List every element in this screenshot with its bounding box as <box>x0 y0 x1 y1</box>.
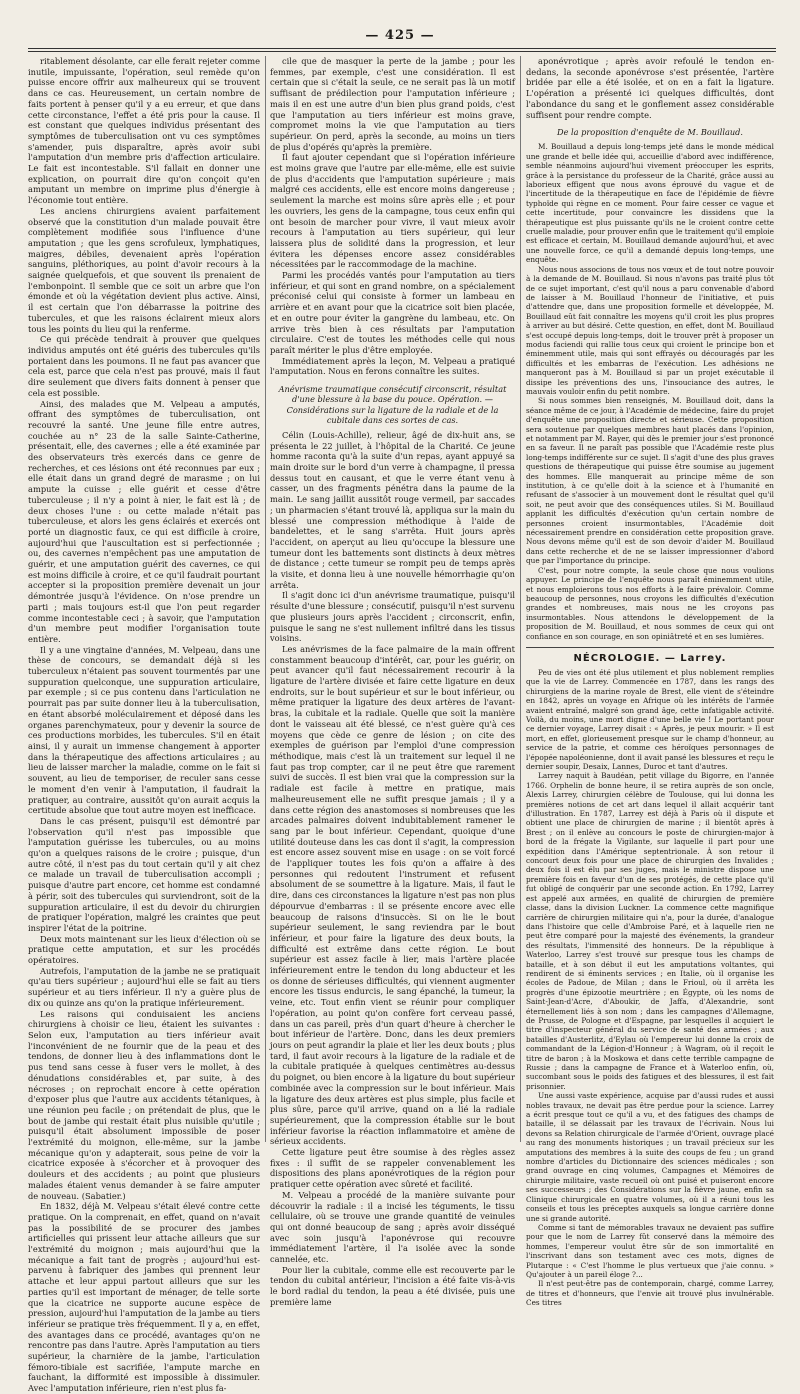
column-right <box>526 56 774 1308</box>
paragraph: Les anévrismes de la face palmaire de la main offrent constamment beaucoup d'intérêt, car, pour les guérir, on peut avancer qu'il faut nécessairement recourir à la ligature de l'artère divisée et faire cette ligature en deux endroits, sur le bout supérieur et sur le bout inférieur, ou même pratiquer la ligature des deux artères de l'avant-bras, la cubitale et la radiale. Quelle que soit la manière dont le vaisseau ait été blessé, ce n'est guère qu'à ces moyens que cède ce genre de lésion ; on cite des exemples de guérison par l'emploi d'une compression méthodique, mais c'est là un traitement sur lequel il ne faut pas trop compter, car il ne peut être que rarement suivi de succès. Il est bien vrai que la compression sur la radiale est facile à mettre en pratique, mais malheureusement elle ne suffit presque jamais ; il y a dans cette région des anastomoses si nombreuses que les arcades palmaires doivent indubitablement ramener le sang par le bout inférieur. Cependant, quoique d'une utilité douteuse dans les cas dont il s'agit, la compression est encore assez souvent mise en usage : on se voit forcé de l'appliquer toutes les fois qu'on a affaire à des personnes qui redoutent l'instrument et refusent absolument de se soumettre à la ligature. Mais, il faut le dire, dans ces circonstances la ligature n'est pas non plus dépourvue d'embarras : il se présente encore avec elle beaucoup de raisons d'insuccès. Si on lie le bout supérieur seulement, le sang reviendra par le bout inférieur, et pour faire la ligature des deux bouts, la difficulté est extrême dans cette région. Le bout supérieur est assez facile à lier, mais l'artère placée inférieurement entre le tendon du long abducteur et les os donne de sérieuses difficultés, qui viennent augmenter encore les tissus endurcis, le sang épanché, la tumeur, la veine, etc. Tout enfin vient se réunir pour compliquer l'opération, au point qu'on confère fort cerveau passé, dans un cas pareil, près d'un quart d'heure à chercher le bout inférieur de l'artère. Donc, dans les deux premiers jours on peut agrandir la plaie et lier les deux bouts ; plus tard, il faut avoir recours à la ligature de la radiale et de la cubitale pratiquée à quelques centimètres au-dessus du poignet, ou bien encore à la ligature du bout supérieur combinée avec la compression sur le bout inférieur. Mais la ligature des deux artères est plus simple, plus facile et plus sûre, parce qu'il arrive, quand on a lié la radiale supérieurement, que la compression établie sur le bout inférieur favorise la réaction inflammatoire et amène de sérieux accidents. <box>270 643 515 1147</box>
paragraph: cile que de masquer la perte de la jambe ; pour les femmes, par exemple, c'est une considération. Il est certain que si c'était la seule, ce ne serait pas là un motif suffisant de prédilection pour l'amputation inférieure ; mais il en est une autre d'un bien plus grand poids, c'est que l'amputation au tiers inférieur est moins grave, compromet moins la vie que l'amputation au tiers supérieur. On perd, après la seconde, au moins un tiers de plus d'opérés qu'après la première. <box>270 56 515 152</box>
paragraph: ritablement désolante, car elle ferait rejeter comme inutile, impuissante, l'opération, seul remède qu'on puisse encore offrir aux malheureux qui se trouvent dans ce cas. Heureusement, un certain nombre de faits portent à penser qu'il y a eu erreur, et que dans cette circonstance, l'effet a été pris pour la cause. Il est constant que quelques individus présentant des symptômes de tuberculisation ont vu ces symptômes s'amender, puis disparaître, après avoir subi l'amputation d'un membre pris d'affection articulaire. Le fait est incontestable. S'il fallait en donner une explication, on pourrait dire qu'on conçoit qu'en amputant un membre on imprime plus d'énergie à l'économie tout entière. <box>28 56 260 206</box>
article-title: Anévrisme traumatique consécutif circonscrit, résultat d'une blessure à la base du pouce. Opération. — Considérations sur la ligature de la radiale et de la cubitale dans ces sortes de cas. <box>278 384 507 425</box>
paragraph: M. Velpeau a procédé de la manière suivante pour découvrir la radiale : il a incisé les téguments, le tissu cellulaire, où se trouve une grande quantité de veinules qui ont donné beaucoup de sang ; après avoir disséqué avec soin jusqu'à l'aponévrose qui recouvre immédiatement l'artère, il l'a isolée avec la sonde cannelée, etc. <box>270 1189 515 1265</box>
paragraph: Cette ligature peut être soumise à des règles assez fixes : il suffit de se rappeler convenablement les dispositions des plans aponévrotiques de la région pour pratiquer cette opération avec sûreté et facilité. <box>270 1147 515 1190</box>
paragraph: M. Bouillaud a depuis long-temps jeté dans le monde médical une grande et belle idée qui, accueillie d'abord avec indifférence, semble néanmoins aujourd'hui vivement préoccuper les esprits, grâce à la persistance du professeur de la Charité, grâce aussi au laborieux effigent que nous avons éprouvé du vague et de l'incertitude de la thérapeutique en face de l'épidémie de fièvre typhoïde qui règne en ce moment. Pour faire cesser ce vague et cette incertitude, pour convaincre les dissidens que la thérapeutique est plus puissante qu'ils ne le croient contre cette cruelle maladie, pour prouver enfin que le traitement qu'il emploie est efficace et certain, M. Bouillaud demande aujourd'hui, et avec une nouvelle force, ce qu'il a demandé depuis long-temps, une enquête. <box>526 142 774 265</box>
paragraph: Nous nous associons de tous nos vœux et de tout notre pouvoir à la demande de M. Bouillaud. Si nous n'avons pas traité plus tôt de ce sujet important, c'est qu'il nous a paru convenable d'abord de laisser à M. Bouillaud l'honneur de l'initiative, et puis d'attendre que, dans une proposition formelle et développée, M. Bouillaud eût fait connaître les moyens qu'il croit les plus propres à arriver au but désiré. Cette question, en effet, dont M. Bouillaud s'est occupé depuis long-temps, doit le trouver prêt à proposer un modus faciendi qui rallie tous ceux qui croient le principe bon et éminemment utile, mais qui sont effrayés ou découragés par les difficultés et les embarras de l'exécution. Les adhésions ne manqueront pas à M. Bouillaud si par un projet exécutable il dissipe les préventions des uns, l'insouciance des autres, le mauvais vouloir enfin du petit nombre. <box>526 264 774 396</box>
paragraph: Il n'est peut-être pas de contemporain, chargé, comme Larrey, de titres et d'honneurs, que l'envie ait trouvé plus invulnérable. Ces titres <box>526 1279 774 1308</box>
paragraph: Pour lier la cubitale, comme elle est recouverte par le tendon du cubital antérieur, l'incision a été faite vis-à-vis le bord radial du tendon, la peau a été divisée, puis une première lame <box>270 1264 515 1307</box>
paragraph: Il s'agit donc ici d'un anévrisme traumatique, puisqu'il résulte d'une blessure ; consécutif, puisqu'il n'est survenu que plusieurs jours après l'accident ; circonscrit, enfin, puisque le sang ne s'est nullement infiltré dans les tissus voisins. <box>270 590 515 644</box>
paragraph: aponévrotique ; après avoir refoulé le tendon en-dedans, la seconde aponévrose s'est présentée, l'artère bridée par elle a été isolée, et on en a fait la ligature. L'opération a présenté ici quelques difficultés, dont l'abondance du sang et le gonflement assez considérable suffisent pour rendre compte. <box>526 56 774 120</box>
paragraph: Larrey naquit à Baudéan, petit village du Bigorre, en l'année 1766. Orphelin de bonne heure, il se retira auprès de son oncle, Alexis Larrey, chirurgien célèbre de Toulouse, qui lui donna les premières notions de cet art dans lequel il allait acquérir tant d'illustration. En 1787, Larrey est déjà à Paris où il dispute et obtient une place de chirurgien de marine ; il bientôt après à Brest ; on il enlève au concours le poste de chirurgien-major à bord de la frégate la Vigilante, sur laquelle il part pour une expédition dans l'Amérique septentrionale. À son retour il concourt deux fois pour une place de chirurgien des Invalides ; deux fois il est élu par ses juges, mais le ministre dispose une première fois en faveur d'un de ses protégés, de cette place qu'il fut obligé de conquérir par une seconde action. En 1792, Larrey est appelé aux armées, en qualité de chirurgien de première classe, dans la division Luckner. La commence cette magnifique carrière de chirurgien militaire qui n'a, pour la durée, d'analogue dans l'histoire que celle d'Ambroise Paré, et à laquelle rien ne peut être comparé pour la majesté des événements, la grandeur des résultats, l'immensité des honneurs. De la république à Waterloo, Larrey s'est trouvé sur presque tous les champs de bataille, et à son début il eut les amputations voltantes, qui rendirent de si éminents services ; en Italie, où il organise les écoles de Padoue, de Milan ; dans le Frioul, où il arrêta les progrès d'une épizootie meurtrière ; en Égypte, où les noms de Saint-Jean-d'Acre, d'Aboukir, de Jaffa, d'Alexandrie, sont éternellement liés à son nom ; dans les campagnes d'Allemagne, de Prusse, de Pologne et d'Espagne, par lesquelles il acquiert le titre d'inspecteur général du service de santé des armées ; aux batailles d'Austerlitz, d'Eylau où l'empereur lui donne la croix de commandant de la Légion-d'Honneur ; à Wagram, où il reçoit le titre de baron ; à la Moskowa et dans cette terrible campagne de Russie ; dans la campagne de France et à Waterloo enfin, où, succombant sous le poids des fatigues et des blessures, il est fait prisonnier. <box>526 771 774 1091</box>
column-left <box>28 56 260 1394</box>
paragraph: Autrefois, l'amputation de la jambe ne se pratiquait qu'au tiers supérieur ; aujourd'hui elle se fait au tiers supérieur et au tiers inférieur. Il n'y a guère plus de dix ou quinze ans qu'on la pratique inférieurement. <box>28 965 260 1008</box>
paragraph: Il y a une vingtaine d'années, M. Velpeau, dans une thèse de concours, se demandait déjà si les tuberculeux n'étaient pas souvent tourmentés par une suppuration quelconque, une suppuration articulaire, par exemple ; si ce pus contenu dans l'articulation ne pourrait pas par suite donner lieu à la tuberculisation, en étant absorbé moléculairement et déposé dans les organes parenchymateux, pour y devenir la source de ces productions morbides, les tubercules. S'il en était ainsi, il y aurait un immense changement à apporter dans la thérapeutique des affections articulaires ; au lieu de laisser marcher la maladie, comme on le fait si souvent, au lieu de temporiser, de reculer sans cesse le moment d'en venir à l'amputation, il faudrait la pratiquer, au contraire, aussitôt qu'on aurait acquis la certitude absolue que tout autre moyen est inefficace. <box>28 644 260 816</box>
paragraph: Parmi les procédés vantés pour l'amputation au tiers inférieur, et qui sont en grand nombre, on a spécialement préconisé celui qui consiste à former un lambeau en arrière et en avant pour que la cicatrice soit bien placée, et en outre pour éviter la gangrène du lambeau, etc. On arrive très bien à ces résultats par l'amputation circulaire. C'est de toutes les méthodes celle qui nous paraît mériter le plus d'être employée. <box>270 270 515 355</box>
paragraph: Ce qui précède tendrait à prouver que quelques individus amputés ont été guéris des tubercules qu'ils portaient dans les poumons. Il ne faut pas avancer que cela est, parce que cela n'est pas prouvé, mais il faut dire seulement que divers faits donnent à penser que cela est possible. <box>28 334 260 398</box>
header-rule-double <box>28 51 776 52</box>
paragraph: Ainsi, des malades que M. Velpeau a amputés, offrant des symptômes de tuberculisation, ont recouvré la santé. Une jeune fille entre autres, couchée au n° 23 de la salle Sainte-Catherine, présentait, elle, des cavernes ; elle a été examinée par des observateurs très exercés dans ce genre de recherches, et ces lésions ont été reconnues par eux ; elle était dans un grand degré de marasme ; on lui ampute la cuisse ; elle guérit et cesse d'être tuberculeuse ; il n'y a point à nier, le fait est là ; de deux choses l'une : ou cette malade n'était pas tuberculeuse, et alors les gens éclairés et exercés ont porté un diagnostic faux, ce qui est difficile à croire, aujourd'hui que l'auscultation est si perfectionnée ; ou, des cavernes n'empêchent pas une amputation de guérir, et une amputation guérit des cavernes, ce qui est moins difficile à croire, et ce qu'il faudrait pourtant accepter si la proposition première devenait un jour démontrée jusqu'à l'évidence. On n'ose prendre un parti ; mais toujours est-il que l'on peut regarder comme incontestable ceci ; à savoir, que l'amputation d'un membre peut modifier l'organisation toute entière. <box>28 398 260 644</box>
paragraph: Les raisons qui conduisaient les anciens chirurgiens à choisir ce lieu, étaient les suivantes : Selon eux, l'amputation au tiers inférieur avait l'inconvénient de ne fournir que de la peau et des tendons, de donner lieu à des inflammations dont le pus tend sans cesse à fuser vers le mollet, à des dénudations considérables et, par suite, à des nécroses ; on reprochait encore à cette opération d'exposer plus que l'autre aux accidents tétaniques, à une réunion peu facile ; on prétendait de plus, que le bout de jambe qui restait était plus nuisible qu'utile ; puisqu'il était absolument impossible de poser l'extrémité du moignon, elle-même, sur la jambe mécanique qu'on y adapterait, sous peine de voir la cicatrice exposée à s'écorcher et à provoquer des douleurs et des accidents ; au point que plusieurs malades étaient venus demander à se faire amputer de nouveau. (Sabatier.) <box>28 1008 260 1201</box>
section-heading: NÉCROLOGIE. — Larrey. <box>526 647 774 664</box>
paragraph: Immédiatement après la leçon, M. Velpeau a pratiqué l'amputation. Nous en ferons connaître les suites. <box>270 355 515 377</box>
paragraph: Une aussi vaste expérience, acquise par d'aussi rudes et aussi nobles travaux, ne devait pas être perdue pour la science. Larrey a écrit presque tout ce qu'il a vu, et des fatigues des champs de bataille, il se délassait par les travaux de l'écrivain. Nous lui devons sa Relation chirurgicale de l'armée d'Orient, ouvrage placé au rang des monuments historiques ; un travail précieux sur les amputations des membres à la suite des coups de feu ; un grand nombre d'articles du Dictionnaire des sciences médicales ; son grand ouvrage en cinq volumes, Campagnes et Mémoires de chirurgie militaire, vaste recueil où ont puisé et puiseront encore ses successeurs ; des Considérations sur la fièvre jaune, enfin sa Clinique chirurgicale en quatre volumes, où il a réuni tous les conseils et tous les préceptes auxquels sa longue carrière donne une si grande autorité. <box>526 1091 774 1223</box>
paragraph: Les anciens chirurgiens avaient parfaitement observé que la constitution d'un malade pouvait être complètement modifiée sous l'influence d'une amputation ; que les gens scrofuleux, lymphatiques, maigres, débiles, devenaient après l'opération sanguins, pléthoriques, au point d'avoir recours à la saignée quelquefois, et que souvent ils prenaient de l'embonpoint. Il semble que ce soit un arbre que l'on émonde et où la végétation devient plus active. Ainsi, il est certain que l'on débarrasse la poitrine des tubercules, et que les raisons éclairent mieux alors tous les points du lieu qui la renferme. <box>28 205 260 334</box>
paragraph: Célin (Louis-Achille), relieur, âgé de dix-huit ans, se présenta le 22 juillet, à l'hôpital de la Charité. Ce jeune homme raconta qu'à la suite d'un repas, ayant appuyé sa main droite sur le bord d'un verre à champagne, il pressa dessus tout en causant, et que le verre étant venu à casser, un des fragments pénétra dans la paume de la main. Le sang jaillit aussitôt rouge vermeil, par saccades ; un pharmacien s'étant trouvé là, appliqua sur la main du blessé une compression méthodique à l'aide de bandelettes, et le sang s'arrêta. Huit jours après l'accident, on aperçut au lieu qu'occupe la blessure une tumeur dont les battements sont distincts à deux mètres de distance ; cette tumeur se rompit peu de temps après la visite, et donna lieu à une nouvelle hémorrhagie qu'on arrêta. <box>270 429 515 590</box>
column-divider <box>265 56 266 1142</box>
paragraph: Il faut ajouter cependant que si l'opération inférieure est moins grave que l'autre par elle-même, elle est suivie de plus d'accidents que l'amputation supérieure ; mais malgré ces accidents, elle est encore moins dangereuse ; seulement la marche est moins sûre après elle ; et pour les ouvriers, les gens de la campagne, tous ceux enfin qui ont besoin de marcher pour vivre, il vaut mieux avoir recours à l'amputation au tiers supérieur, qui leur laissera plus de solidité dans la progression, et leur évitera les dépenses encore assez considérables nécessitées par le raccommodage de la machine. <box>270 152 515 270</box>
paragraph: C'est, pour notre compte, la seule chose que nous voulions appuyer. Le principe de l'enquête nous paraît éminemment utile, et nous emploierons tous nos efforts à le faire prévaloir. Comme beaucoup de personnes, nous croyons les difficultés d'exécution grandes et nombreuses, mais nous ne les croyons pas insurmontables. Nous attendons le développement de la proposition de M. Bouillaud, et nous sommes de ceux qui ont confiance en son courage, en son opiniâtreté et en ses lumières. <box>526 565 774 641</box>
column-divider <box>520 56 521 1142</box>
paragraph: Deux mots maintenant sur les lieux d'élection où se pratique cette amputation, et sur les procédés opératoires. <box>28 933 260 966</box>
paragraph: Si nous sommes bien renseignés, M. Bouillaud doit, dans la séance même de ce jour, à l'Académie de médecine, faire du projet d'enquête une proposition directe et sérieuse. Cette proposition sera soutenue par quelques membres haut placés dans l'opinion, et notamment par M. Rayer, qui dès le premier jour s'est prononcé en sa faveur. Il ne paraît pas possible que l'Académie reste plus long-temps indifférente sur ce sujet. Il s'agit d'une des plus graves questions de thérapeutique qui puisse être soumise au jugement des hommes. Elle manquerait au principe même de son institution, à ce qu'elle doit à la science et à l'humanité en refusant de s'associer à un mouvement dont le résultat quel qu'il soit, ne peut avoir que des conséquences utiles. Si M. Bouillaud applanit les difficultés d'exécution qu'un certain nombre de personnes croient insurmontables, l'Académie doit nécessairement prendre en considération cette proposition grave. Nous devons même qu'il est de son devoir d'aider M. Bouillaud dans cette recherche et de ne se laisser impressionner d'abord que par l'importance du principe. <box>526 396 774 566</box>
article-title: De la proposition d'enquête de M. Bouillaud. <box>557 127 743 138</box>
header-rule <box>28 48 776 49</box>
paragraph: Comme si tant de mémorables travaux ne devaient pas suffire pour que le nom de Larrey fût conservé dans la mémoire des hommes, l'empereur voulut être sûr de son immortalité en l'inscrivant dans son testament avec ces mots, dignes de Plutarque : « C'est l'homme le plus vertueux que j'aie connu. » Qu'ajouter à un pareil éloge ?... <box>526 1222 774 1279</box>
paragraph: En 1832, déjà M. Velpeau s'était élevé contre cette pratique. On la comprenait, en effet, quand on n'avait pas la possibilité de se procurer des jambes artificielles qui prissent leur attache ailleurs que sur l'extrémité du moignon ; mais aujourd'hui que la mécanique a fait tant de progrès ; aujourd'hui est-parvenu à fabriquer des jambes qui prennent leur attache et leur appui partout ailleurs que sur les parties qu'il est important de ménager, de telle sorte que la cicatrice ne supporte aucune espèce de pression, aujourd'hui l'amputation de la jambe au tiers inférieur se pratique très fréquemment. Il y a, en effet, des avantages dans ce procédé, avantages qu'on ne rencontre pas dans l'autre. Après l'amputation au tiers supérieur, la charnière de la jambe, l'articulation fémoro-tibiale est sacrifiée, l'ampute marche en fauchant, la difformité est impossible à dissimuler. Avec l'amputation inférieure, rien n'est plus fa- <box>28 1201 260 1394</box>
column-middle <box>270 56 515 1307</box>
paragraph: Dans le cas présent, puisqu'il est démontré par l'observation qu'il n'est pas impossible que l'amputation guérisse les tubercules, ou au moins qu'on a quelques raisons de le croire ; puisque, d'un autre côté, il n'est pas du tout certain qu'il y ait chez ce malade un travail de tuberculisation accompli ; puisque d'autre part encore, cet homme est condamné à périr, soit des tubercules qui surviendront, soit de la suppuration articulaire, il est du devoir du chirurgien de pratiquer l'opération, malgré les craintes que peut inspirer l'état de la poitrine. <box>28 815 260 933</box>
paragraph: Peu de vies ont été plus utilement et plus noblement remplies que la vie de Larrey. Commencée en 1787, dans les rangs des chirurgiens de la marine royale de Brest, elle vient de s'éteindre en 1842, après un voyage en Afrique où les intérêts de l'armée avaient entraîné, malgré son grand âge, cette infatigable activité. Voilà, du moins, une mort digne d'une belle vie ! Le portant pour ce dernier voyage, Larrey disait : « Après, je peux mourir. » Il est mort, en effet, glorieusement presque sur le champ d'honneur, au service de la patrie, et comme ces héroïques personnages de l'épopée napoléonienne, dont il avait pansé les blessures et reçu le dernier soupir, Desaix, Lannes, Duroc et tant d'autres. <box>526 667 774 772</box>
page-number: — 425 — <box>365 28 435 43</box>
